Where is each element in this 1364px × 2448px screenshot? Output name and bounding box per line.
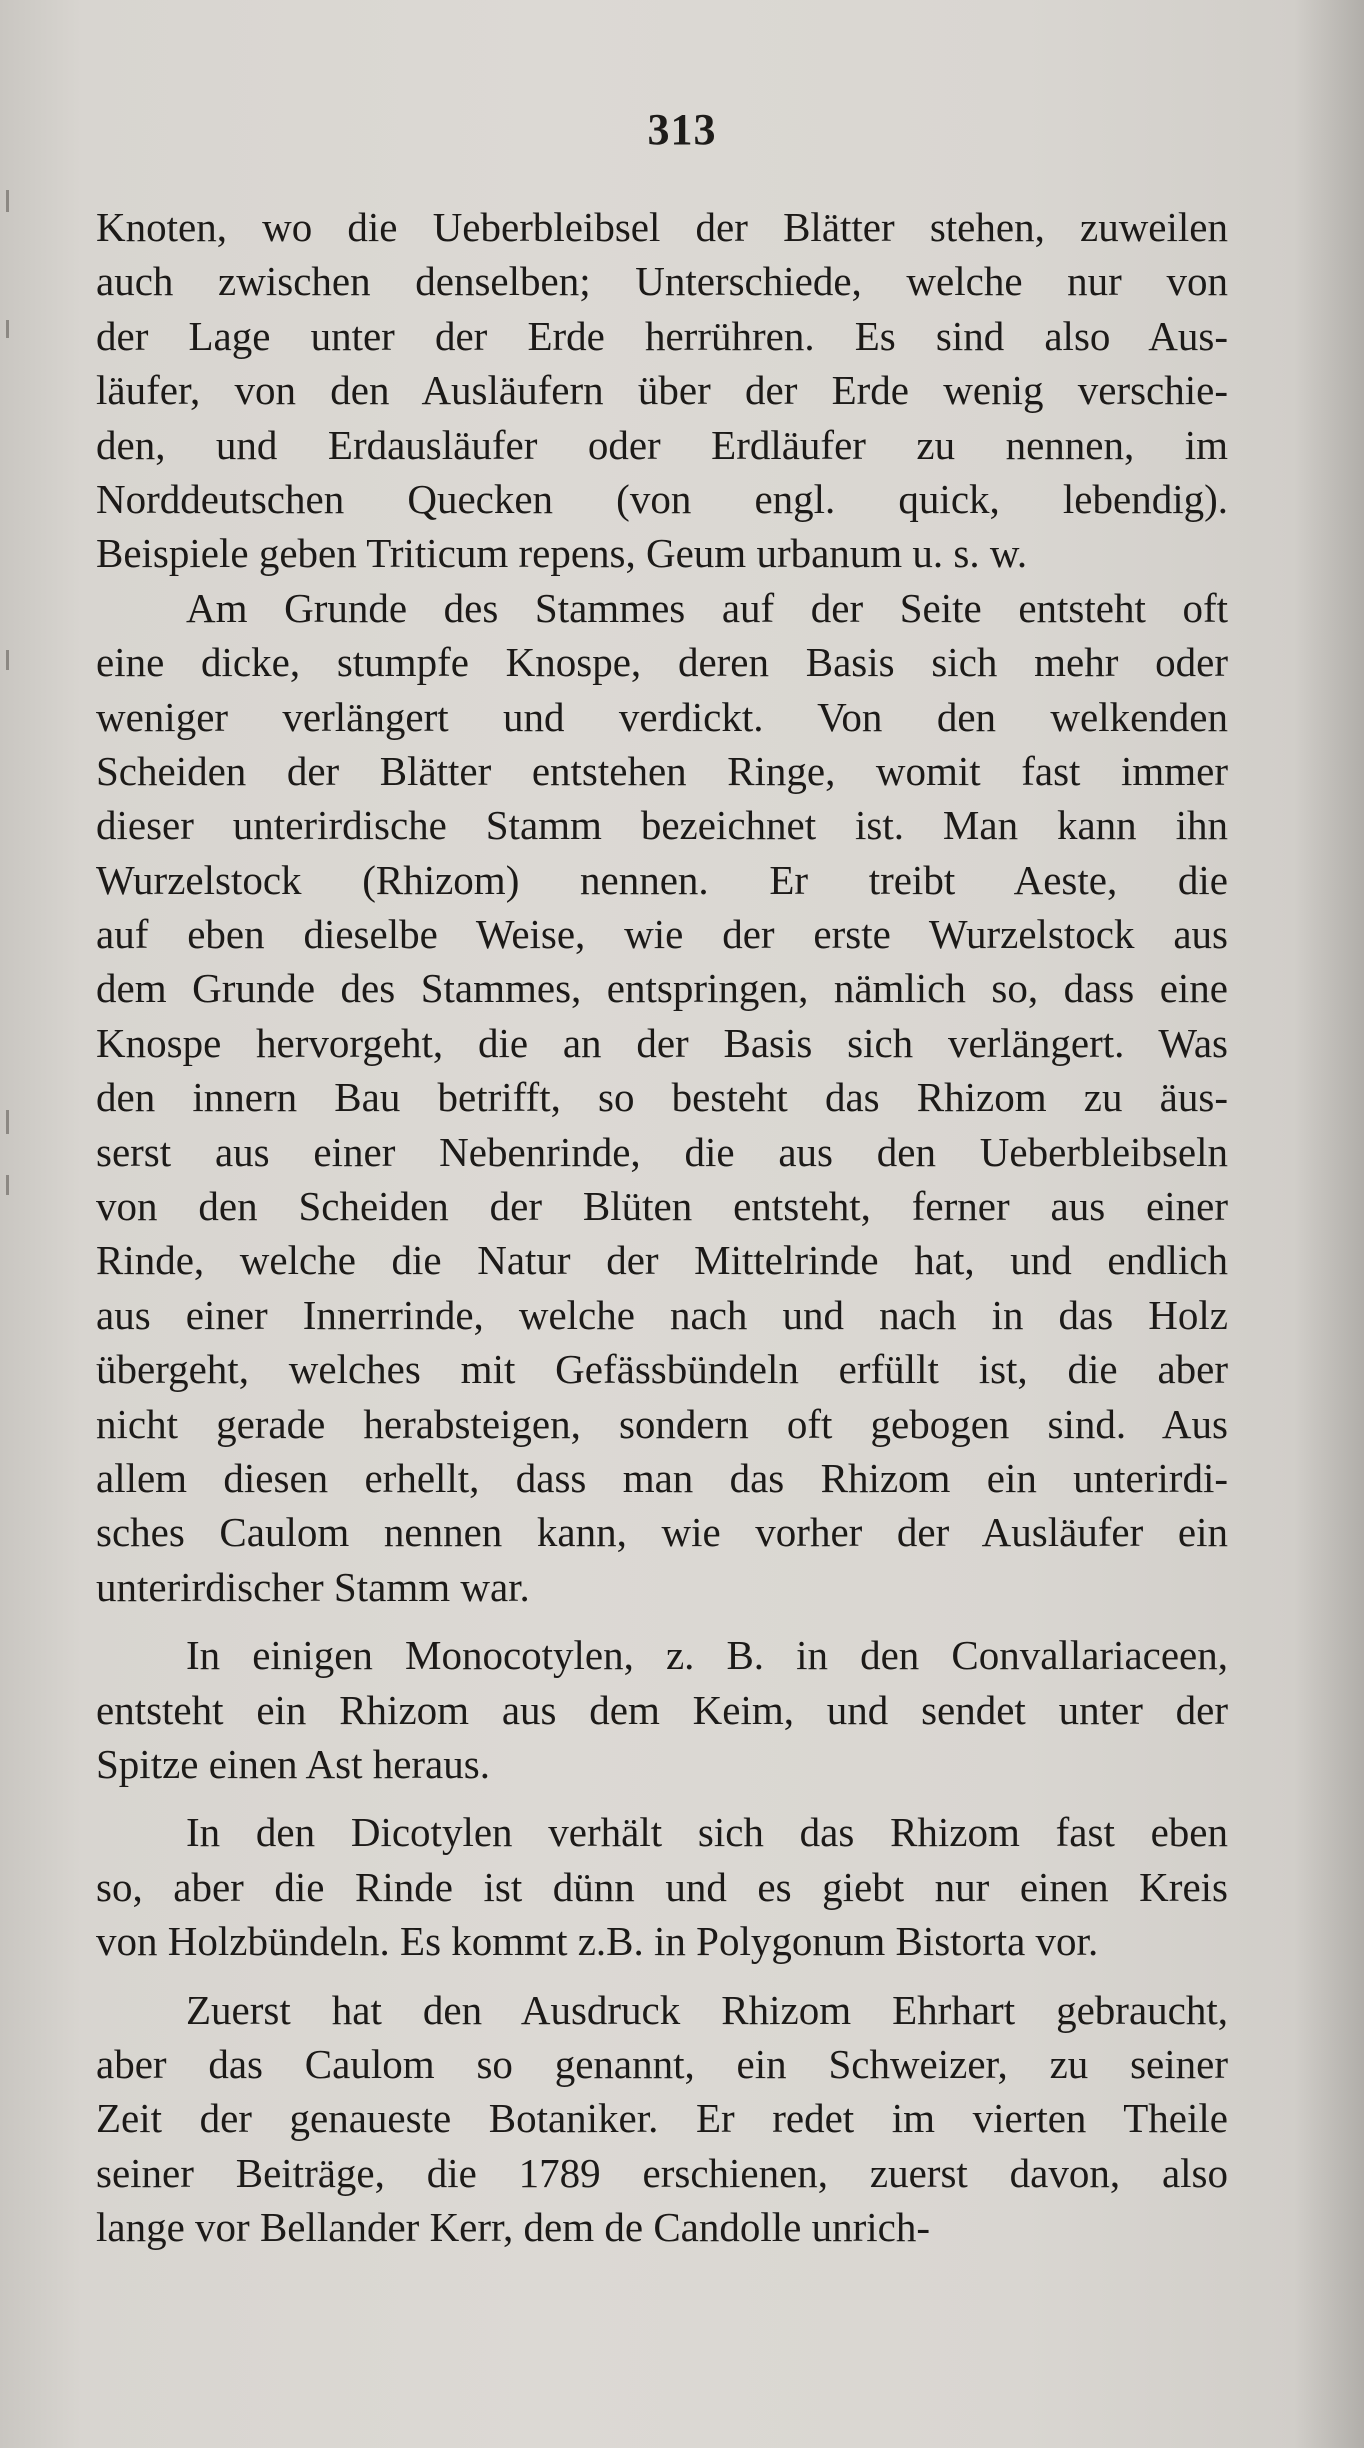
text-line: Norddeutschen Quecken (von engl. quick, lebendig).: [96, 475, 1228, 522]
text-line: serst aus einer Nebenrinde, die aus den Ueberbleibseln: [96, 1128, 1228, 1175]
text-line: seiner Beiträge, die 1789 erschienen, zuerst davon, also: [96, 2149, 1228, 2196]
text-line: Zeit der genaueste Botaniker. Er redet im vierten Theile: [96, 2095, 1228, 2142]
text-line: Spitze einen Ast heraus.: [96, 1740, 490, 1787]
text-line: weniger verlängert und verdickt. Von den welkenden: [96, 693, 1228, 740]
text-line: In den Dicotylen verhält sich das Rhizom fast eben: [186, 1809, 1228, 1856]
margin-mark: [6, 1110, 9, 1134]
text-line: Wurzelstock (Rhizom) nennen. Er treibt Aeste, die: [96, 856, 1228, 903]
paragraph: [96, 1983, 1228, 2255]
text-line: unterirdischer Stamm war.: [96, 1563, 530, 1610]
body-text: [96, 200, 1228, 2254]
text-line: aus einer Innerrinde, welche nach und nach in das Holz: [96, 1291, 1228, 1338]
text-line: auch zwischen denselben; Unterschiede, welche nur von: [96, 258, 1228, 305]
text-line: läufer, von den Ausläufern über der Erde wenig verschie-: [96, 367, 1228, 414]
page-number: 313: [647, 105, 717, 154]
paragraph-gap: [96, 1791, 1228, 1805]
text-line: dieser unterirdische Stamm bezeichnet ist. Man kann ihn: [96, 802, 1228, 849]
text-line: lange vor Bellander Kerr, dem de Candolle unrich-: [96, 2204, 930, 2251]
text-line: den, und Erdausläufer oder Erdläufer zu nennen, im: [96, 421, 1228, 468]
paragraph: [96, 581, 1228, 1614]
text-line: so, aber die Rinde ist dünn und es giebt nur einen Kreis: [96, 1863, 1228, 1910]
text-line: eine dicke, stumpfe Knospe, deren Basis sich mehr oder: [96, 639, 1228, 686]
text-line: Scheiden der Blätter entstehen Ringe, womit fast immer: [96, 747, 1228, 794]
text-line: Zuerst hat den Ausdruck Rhizom Ehrhart gebraucht,: [186, 1986, 1228, 2033]
paragraph: [96, 1628, 1228, 1791]
text-line: entsteht ein Rhizom aus dem Keim, und sendet unter der: [96, 1686, 1228, 1733]
text-line: den innern Bau betrifft, so besteht das Rhizom zu äus-: [96, 1074, 1228, 1121]
paragraph: [96, 1805, 1228, 1968]
paragraph: [96, 200, 1228, 581]
text-line: aber das Caulom so genannt, ein Schweizer, zu seiner: [96, 2040, 1228, 2087]
text-line: von Holzbündeln. Es kommt z.B. in Polygonum Bistorta vor.: [96, 1918, 1099, 1965]
text-line: von den Scheiden der Blüten entsteht, ferner aus einer: [96, 1183, 1228, 1230]
text-line: allem diesen erhellt, dass man das Rhizom ein unterirdi-: [96, 1454, 1228, 1501]
margin-mark: [6, 320, 9, 338]
text-line: Knoten, wo die Ueberbleibsel der Blätter stehen, zuweilen: [96, 204, 1228, 250]
text-line: auf eben dieselbe Weise, wie der erste Wurzelstock aus: [96, 911, 1228, 958]
text-line: sches Caulom nennen kann, wie vorher der Ausläufer ein: [96, 1509, 1228, 1556]
text-line: dem Grunde des Stammes, entspringen, nämlich so, dass eine: [96, 965, 1228, 1012]
text-line: übergeht, welches mit Gefässbündeln erfüllt ist, die aber: [96, 1346, 1228, 1393]
paragraph-gap: [96, 1969, 1228, 1983]
margin-mark: [6, 650, 9, 670]
text-line: Am Grunde des Stammes auf der Seite entsteht oft: [186, 584, 1228, 631]
text-line: In einigen Monocotylen, z. B. in den Convallariaceen,: [186, 1632, 1228, 1679]
text-line: Knospe hervorgeht, die an der Basis sich verlängert. Was: [96, 1019, 1228, 1066]
text-line: der Lage unter der Erde herrühren. Es sind also Aus-: [96, 312, 1228, 359]
margin-mark: [6, 1175, 9, 1195]
text-line: nicht gerade herabsteigen, sondern oft gebogen sind. Aus: [96, 1400, 1228, 1447]
text-line: Beispiele geben Triticum repens, Geum urbanum u. s. w.: [96, 530, 1028, 577]
text-line: Rinde, welche die Natur der Mittelrinde hat, und endlich: [96, 1237, 1228, 1284]
margin-mark: [6, 190, 9, 212]
paragraph-gap: [96, 1614, 1228, 1628]
